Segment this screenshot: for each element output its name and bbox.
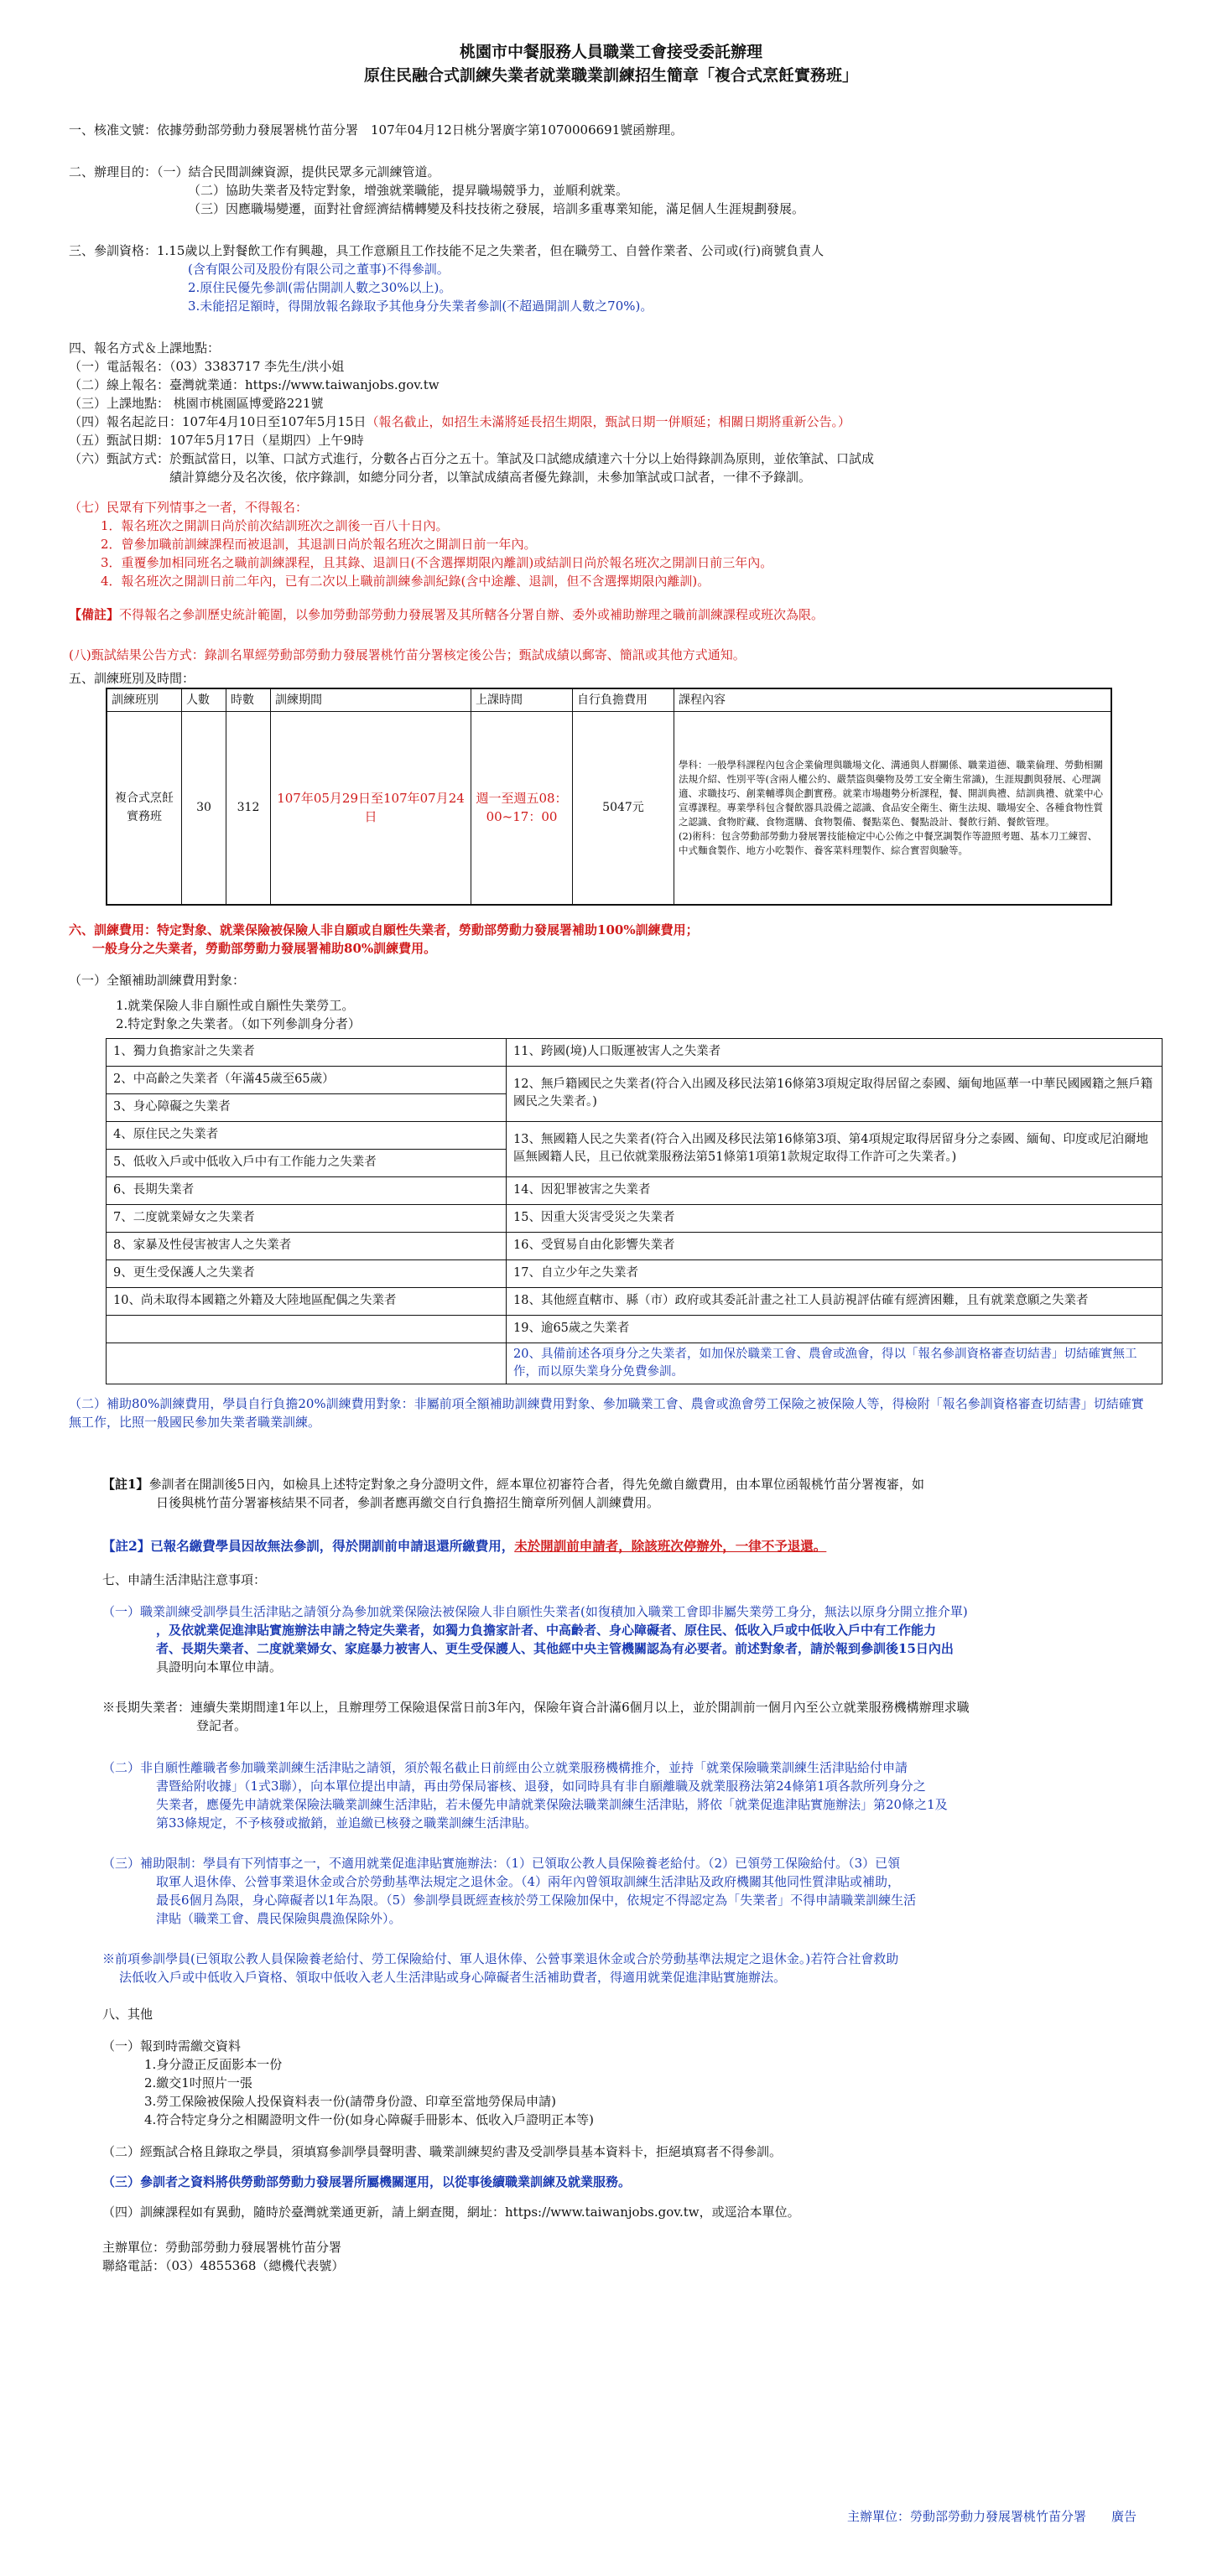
allowance-p1-c: 者、長期失業者、二度就業婦女、家庭暴力被害人、更生受保護人、其他經中央主管機關認為有必要者。前述對象者，請於報到參訓後15日內出 — [156, 1640, 954, 1656]
partial-subsidy: （二）補助80%訓練費用，學員自行負擔20%訓練費用對象：非屬前項全額補助訓練費用對象、參加職業工會、農會或漁會勞工保險之被保險人等，得檢附「報名參訓資格審查切結書」切結確實無工作，比照一般國民參加失業者職業訓練。 — [69, 1395, 1144, 1430]
course-hours: 312 — [226, 712, 271, 905]
course-header-row — [107, 688, 1111, 712]
target-left-6: 6、長期失業者 — [107, 1176, 507, 1204]
allowance-p5-line-1: ※前項參訓學員(已領取公教人員保險養老給付、勞工保險給付、軍人退休俸、公營事業退休金或合於勞動基準法規定之退休金。)若符合社會救助 — [102, 1950, 899, 1966]
section-approval: 一、核准文號：依據勞動部勞動力發展署桃竹苗分署 107年04月12日桃分署廣字第1070006691號函辦理。 — [69, 122, 684, 138]
allowance-p5-line-2: 法低收入戶或中低收入戶資格、領取中低收入老人生活津貼或身心障礙者生活補助費者，得適用就業促進津貼實施辦法。 — [119, 1969, 787, 1985]
target-right-13: 13、無國籍人民之失業者(符合入出國及移民法第16條第3項、第4項規定取得居留身分之泰國、緬甸、印度或尼泊爾地區無國籍人民，且已依就業服務法第51條第1項第1款規定取得工作許可之失業者。) — [507, 1121, 1163, 1176]
course-content — [674, 712, 1112, 905]
table-row — [107, 1066, 1163, 1093]
purpose-item-3: （三）因應職場變遷，面對社會經濟結構轉變及科技技術之發展，培訓多重專業知能，滿足個人生涯規劃發展。 — [188, 201, 805, 216]
target-left-5: 5、低收入戶或中低收入戶中有工作能力之失業者 — [107, 1149, 507, 1176]
table-row — [107, 1287, 1163, 1315]
eligibility-line-4: 3.未能招足額時，得開放報名錄取予其他身分失業者參訓(不超過開訓人數之70%)。 — [188, 299, 653, 314]
table-row — [107, 1315, 1163, 1343]
course-col-people: 人數 — [182, 688, 226, 712]
allowance-p5 — [69, 1950, 1153, 1987]
section-purpose-head: 二、辦理目的：（一）結合民間訓練資源，提供民眾多元訓練管道。 — [69, 164, 440, 179]
course-content-practice: (2)術科：包含勞動部勞動力發展署技能檢定中心公佈之中餐烹調製作等證照考題、基本刀工練習、中式麵食製作、地方小吃製作、養客菜料理製作、綜合實習與驗等。 — [679, 829, 1098, 856]
exam-method-2: 績計算總分及名次後，依序錄訓，如總分同分者，以筆試成績高者優先錄訓，未參加筆試或口試者，一律不予錄訓。 — [169, 470, 812, 485]
target-left-8: 8、家暴及性侵害被害人之失業者 — [107, 1232, 507, 1259]
full-subsidy-1: 1.就業保險人非自願性或自願性失業勞工。 — [116, 997, 355, 1013]
allowance-p4-line-2: 取軍人退休俸、公營事業退休金或合於勞動基準法規定之退休金。（4）兩年內曾領取訓練生活津貼及政府機關其他同性質津貼或補助， — [156, 1873, 901, 1889]
target-right-12: 12、無戶籍國民之失業者(符合入出國及移民法第16條第3項規定取得居留之泰國、緬甸地區華一中華民國國籍之無戶籍國民之失業者。) — [507, 1066, 1163, 1121]
target-left-7: 7、二度就業婦女之失業者 — [107, 1204, 507, 1232]
registration-phone: （一）電話報名：（03）3383717 李先生/洪小姐 — [69, 359, 345, 374]
registration-period — [69, 413, 1153, 431]
other-documents-head: （一）報到時需繳交資料 — [102, 2038, 242, 2054]
table-row — [107, 1343, 1163, 1384]
fee-head-2: 一般身分之失業者，勞動部勞動力發展署補助80%訓練費用。 — [92, 940, 437, 956]
target-right-15: 15、因重大災害受災之失業者 — [507, 1204, 1163, 1232]
table-row — [107, 1121, 1163, 1149]
exam-method-1: （六）甄試方式：於甄試當日，以筆、口試方式進行，分數各占百分之五十。筆試及口試總成績達六十分以上始得錄訓為原則，並依筆試、口試成 — [69, 451, 875, 466]
other-item-4: （四）訓練課程如有異動，隨時於臺灣就業通更新，請上網查閱，網址：https://www.taiwanjobs.gov.tw，或逕洽本單位。 — [102, 2204, 800, 2220]
restriction-4: 4．報名班次之開訓日前二年內，已有二次以上職前訓練參訓紀錄(含中途離、退訓，但不含選擇期限內離訓)。 — [101, 574, 710, 589]
allowance-p3 — [69, 1758, 1153, 1832]
allowance-p3-line-2: 書暨給附收據」（1式3聯），向本單位提出申請，再由勞保局審核、退發，如同時具有非自願離職及就業服務法第24條第1項各款所列身分之 — [156, 1778, 926, 1794]
allowance-p1-b: ，及依就業促進津貼實施辦法申請之特定失業者，如獨力負擔家計者、中高齡者、身心障礙者、原住民、低收入戶或中低收入戶中有工作能力 — [156, 1622, 937, 1638]
registration-period-text: （四）報名起訖日：107年4月10日至107年5月15日 — [69, 414, 367, 429]
course-table — [106, 688, 1112, 906]
course-name: 複合式烹飪實務班 — [107, 712, 182, 905]
document-item-2: 2.繳交1吋照片一張 — [144, 2075, 252, 2090]
target-left-1: 1、獨力負擔家計之失業者 — [107, 1038, 507, 1066]
note-2-text-b: 未於開訓前申請者，除該班次停辦外，一律不予退還。 — [514, 1537, 827, 1554]
note-1-text-a: 參訓者在開訓後5日內，如檢具上述特定對象之身分證明文件，經本單位初審符合者，得先免繳自繳費用，由本單位函報桃竹苗分署複審，如 — [148, 1476, 924, 1492]
other-item-2: （二）經甄試合格且錄取之學員，須填寫參訓學員聲明書、職業訓練契約書及受訓學員基本資料卡，拒絕填寫者不得參訓。 — [102, 2143, 783, 2159]
table-row — [107, 1204, 1163, 1232]
course-row — [107, 712, 1111, 905]
allowance-p4-line-3: 最長6個月為限，身心障礙者以1年為限。（5）參訓學員既經查核於勞工保險加保中，依規定不得認定為「失業者」不得申請職業訓練生活 — [156, 1892, 917, 1908]
full-subsidy-head: （一）全額補助訓練費用對象： — [69, 972, 246, 988]
allowance-p4 — [69, 1854, 1153, 1928]
restriction-1: 1．報名班次之開訓日尚於前次結訓班次之訓後一百八十日內。 — [101, 518, 449, 533]
long-term-unemployed-a: ※長期失業者：連續失業期間達1年以上，且辦理勞工保險退保當日前3年內，保險年資合計滿6個月以上，並於開訓前一個月內至公立就業服務機構辦理求職 — [102, 1699, 970, 1715]
target-right-18: 18、其他經直轄市、縣（市）政府或其委託計畫之社工人員訪視評估確有經濟困難，且有就業意願之失業者 — [507, 1287, 1163, 1315]
course-people: 30 — [182, 712, 226, 905]
target-left-2: 2、中高齡之失業者（年滿45歲至65歲） — [107, 1066, 507, 1093]
target-right-20: 20、具備前述各項身分之失業者，如加保於職業工會、農會或漁會，得以「報名參訓資格審查切結書」切結確實無工作，而以原失業身分免費參訓。 — [507, 1343, 1163, 1384]
allowance-p1-d: 具證明向本單位申請。 — [156, 1659, 283, 1675]
section-course-head: 五、訓練班別及時間： — [69, 671, 195, 686]
allowance-p3-line-4: 第33條規定，不予核發或撤銷，並追繳已核發之職業訓練生活津貼。 — [156, 1815, 538, 1831]
title-line-2: 原住民融合式訓練失業者就業職業訓練招生簡章「複合式烹飪實務班」 — [363, 66, 858, 85]
document-item-1: 1.身分證正反面影本一份 — [144, 2056, 283, 2072]
exam-date: （五）甄試日期：107年5月17日（星期四）上午9時 — [69, 433, 364, 448]
eligibility-line-3: 2.原住民優先參訓(需佔開訓人數之30%以上)。 — [188, 280, 452, 295]
table-row — [107, 1038, 1163, 1066]
footer-phone: 聯絡電話：（03）4855368（總機代表號） — [102, 2257, 345, 2273]
course-content-theory: 學科：一般學科課程內包含企業倫理與職場文化、溝通與人群關係、職業道德、職業倫理、勞動相關法規介紹、性別平等(含兩人權公約、嚴禁盜與藥物及勞工安全衛生常識)，生涯規劃與發展、心理調適、求職技巧、創業輔導與企劃實務。就業市場趨勢分析課程，餐、開訓典禮、結訓典禮、就業中心宣導課程。專業學科包含餐飲器具設備之認識、食品安全衛生、衛生法規、職場安全、各種食物性質之認識、食物貯藏、食物選購、食物製備、餐點菜色、餐點設計、餐飲行銷、餐飲管理。 — [679, 758, 1103, 828]
registration-online: （二）線上報名：臺灣就業通：https://www.taiwanjobs.gov.tw — [69, 377, 440, 392]
course-col-name: 訓練班別 — [107, 688, 182, 712]
target-right-14: 14、因犯罪被害之失業者 — [507, 1176, 1163, 1204]
title-line-1: 桃園市中餐服務人員職業工會接受委託辦理 — [459, 43, 762, 61]
allowance-p3-line-1: （二）非自願性離職者參加職業訓練生活津貼之請領，須於報名截止日前經由公立就業服務機構推介，並持「就業保險職業訓練生活津貼給付申請 — [102, 1759, 908, 1775]
course-col-period: 訓練期間 — [271, 688, 471, 712]
allowance-head: 七、申請生活津貼注意事項： — [102, 1571, 267, 1587]
eligibility-line-2: (含有限公司及股份有限公司之董事)不得參訓。 — [188, 262, 450, 277]
other-head: 八、其他 — [102, 2006, 153, 2022]
restrictions-head: （七）民眾有下列情事之一者，不得報名： — [69, 500, 309, 515]
allowance-p3-line-3: 失業者，應優先申請就業保險法職業訓練生活津貼，若未優先申請就業保險法職業訓練生活津貼，將依「就業促進津貼實施辦法」第20條之1及 — [156, 1796, 948, 1812]
target-left-9: 9、更生受保護人之失業者 — [107, 1259, 507, 1287]
fee-head-1: 六、訓練費用：特定對象、就業保險被保險人非自願或自願性失業者，勞動部勞動力發展署補助100%訓練費用； — [69, 922, 699, 937]
target-left-10: 10、尚未取得本國籍之外籍及大陸地區配偶之失業者 — [107, 1287, 507, 1315]
document-item-3: 3.勞工保險被保險人投保資料表一份(請帶身份證、印章至當地勞保局申請) — [144, 2093, 557, 2109]
restriction-note-label: 【備註】 — [69, 607, 120, 622]
restriction-2: 2．曾參加職前訓練課程而被退訓，其退訓日尚於報名班次之開訓日前一年內。 — [101, 537, 537, 552]
course-col-content: 課程內容 — [674, 688, 1112, 712]
restriction-note — [69, 605, 1153, 624]
target-left-empty-1 — [107, 1315, 507, 1343]
long-term-unemployed-b: 登記者。 — [196, 1717, 247, 1733]
allowance-p4-line-4: 津貼（職業工會、農民保險與農漁保除外）。 — [156, 1910, 402, 1926]
note-2-text-a: 【註2】已報名繳費學員因故無法參訓，得於開訓前申請退還所繳費用， — [102, 1537, 515, 1554]
course-period: 107年05月29日至107年07月24日 — [271, 712, 471, 905]
table-row — [107, 1176, 1163, 1204]
target-table — [106, 1038, 1163, 1384]
course-fee: 5047元 — [573, 712, 674, 905]
footer-right: 主辦單位：勞動部勞動力發展署桃竹苗分署 廣告 — [846, 2509, 1137, 2524]
course-col-fee: 自行負擔費用 — [573, 688, 674, 712]
full-subsidy-2: 2.特定對象之失業者。（如下列參訓身分者） — [116, 1015, 361, 1031]
footer-host: 主辦單位：勞動部勞動力發展署桃竹苗分署 — [102, 2239, 342, 2255]
target-right-17: 17、自立少年之失業者 — [507, 1259, 1163, 1287]
section-registration-head: 四、報名方式＆上課地點： — [69, 340, 221, 356]
document-item-4: 4.符合特定身分之相關證明文件一份(如身心障礙手冊影本、低收入戶證明正本等) — [144, 2111, 595, 2127]
target-right-11: 11、跨國(境)人口販運被害人之失業者 — [507, 1038, 1163, 1066]
target-right-19: 19、逾65歲之失業者 — [507, 1315, 1163, 1343]
note-1-text-b: 日後與桃竹苗分署審核結果不同者，參訓者應再繳交自行負擔招生簡章所列個人訓練費用。 — [156, 1494, 660, 1510]
result-announcement: (八)甄試結果公告方式：錄訓名單經勞動部勞動力發展署桃竹苗分署核定後公告；甄試成績以郵寄、簡訊或其他方式通知。 — [69, 647, 746, 662]
target-left-empty-2 — [107, 1343, 507, 1384]
section-eligibility-head: 三、參訓資格：1.15歲以上對餐飲工作有興趣，具工作意願且工作技能不足之失業者，但在職勞工、自營作業者、公司或(行)商號負責人 — [69, 243, 824, 258]
course-col-hours: 時數 — [226, 688, 271, 712]
purpose-item-2: （二）協助失業者及特定對象，增強就業職能，提昇職場競爭力，並順利就業。 — [188, 183, 629, 198]
target-right-16: 16、受貿易自由化影響失業者 — [507, 1232, 1163, 1259]
restriction-3: 3．重覆參加相同班名之職前訓練課程，且其錄、退訓日(不含選擇期限內離訓)或結訓日尚於報名班次之開訓日前三年內。 — [101, 555, 773, 570]
target-left-4: 4、原住民之失業者 — [107, 1121, 507, 1149]
course-col-time: 上課時間 — [471, 688, 573, 712]
target-left-3: 3、身心障礙之失業者 — [107, 1093, 507, 1121]
other-item-3: （三）參訓者之資料將供勞動部勞動力發展署所屬機關運用，以從事後續職業訓練及就業服務。 — [102, 2174, 632, 2189]
restriction-note-text: 不得報名之參訓歷史統計範圍，以參加勞動部勞動力發展署及其所轄各分署自辦、委外或補助辦理之職前訓練課程或班次為限。 — [119, 607, 824, 622]
registration-location: （三）上課地點： 桃園市桃園區博愛路221號 — [69, 396, 324, 411]
course-time: 週一至週五08：00~17：00 — [471, 712, 573, 905]
registration-period-note: （報名截止，如招生未滿將延長招生期限，甄試日期一併順延；相關日期將重新公告。） — [366, 414, 851, 429]
allowance-p1-a: （一）職業訓練受訓學員生活津貼之請領分為參加就業保險法被保險人非自願性失業者(如復積加入職業工會即非屬失業勞工身分，無法以原身分開立推介單) — [102, 1603, 968, 1619]
note-1-label: 【註1】 — [102, 1476, 149, 1492]
note-2 — [69, 1537, 1153, 1555]
allowance-p4-line-1: （三）補助限制：學員有下列情事之一，不適用就業促進津貼實施辦法：（1）已領取公教人員保險養老給付。（2）已領勞工保險給付。（3）已領 — [102, 1855, 901, 1871]
note-1 — [69, 1475, 1153, 1493]
table-row — [107, 1232, 1163, 1259]
table-row — [107, 1259, 1163, 1287]
